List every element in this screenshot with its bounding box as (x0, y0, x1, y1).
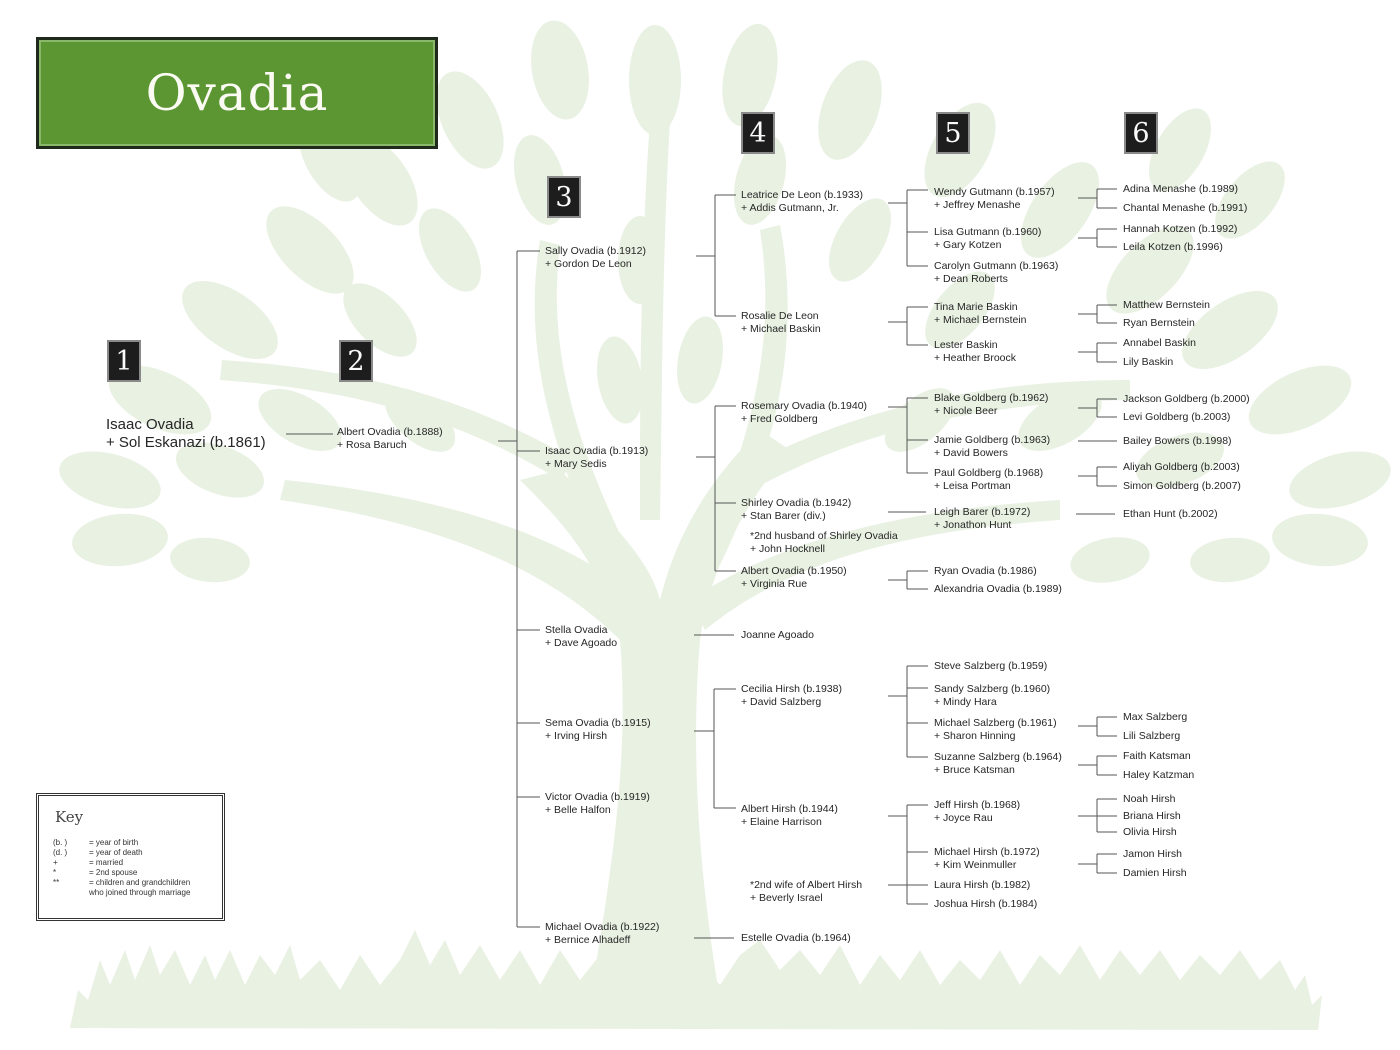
note-text: *2nd husband of Shirley Ovadia (750, 530, 898, 542)
person-node-gen6: Haley Katzman (1123, 769, 1195, 781)
legend-symbol: + (53, 858, 58, 867)
spouse-name: + Mary Sedis (545, 458, 607, 470)
spouse-name: + Virginia Rue (741, 578, 808, 590)
legend-title: Key (55, 808, 84, 826)
spouse-name: + Beverly Israel (750, 892, 823, 904)
spouse-name: + Elaine Harrison (741, 816, 822, 828)
generation-badge-3: 3 (547, 176, 581, 218)
person-name: Carolyn Gutmann (b.1963) (934, 260, 1059, 272)
second-spouse-note (750, 879, 862, 905)
person-node-gen6: Aliyah Goldberg (b.2003) (1123, 461, 1240, 473)
legend-symbol: * (53, 868, 57, 877)
person-name: Tina Marie Baskin (934, 301, 1018, 313)
person-node-gen5 (934, 467, 1043, 493)
family-title: Ovadia (145, 64, 329, 122)
spouse-name: + David Salzberg (741, 696, 822, 708)
person-node-gen4 (741, 497, 851, 523)
legend-row (53, 888, 208, 898)
person-node-gen4 (741, 683, 842, 709)
person-node-gen3 (545, 921, 659, 947)
person-name: Jamie Goldberg (b.1963) (934, 434, 1051, 446)
spouse-name: + Nicole Beer (934, 405, 998, 417)
person-name: Wendy Gutmann (b.1957) (934, 186, 1055, 198)
person-node-gen6: Lili Salzberg (1123, 730, 1181, 742)
person-node-gen6: Max Salzberg (1123, 711, 1188, 723)
person-node-gen4 (741, 310, 821, 336)
spouse-name: + Bernice Alhadeff (545, 934, 631, 946)
person-name: Stella Ovadia (545, 624, 608, 636)
legend-row (53, 868, 208, 878)
legend-row (53, 848, 208, 858)
person-name: Leigh Barer (b.1972) (934, 506, 1031, 518)
legend-symbol: (b. ) (53, 838, 68, 847)
person-name: Albert Ovadia (b.1888) (337, 426, 443, 438)
note-text: *2nd wife of Albert Hirsh (750, 879, 863, 891)
person-name: Laura Hirsh (b.1982) (934, 879, 1031, 891)
person-node-gen6: Damien Hirsh (1123, 867, 1187, 879)
spouse-name: + Irving Hirsh (545, 730, 608, 742)
spouse-name: + Leisa Portman (934, 480, 1011, 492)
person-node-gen6: Briana Hirsh (1123, 810, 1181, 822)
legend-description: = year of birth (89, 838, 139, 847)
legend-symbol (53, 888, 89, 898)
person-node-gen6: Matthew Bernstein (1123, 299, 1210, 311)
person-name: Jeff Hirsh (b.1968) (934, 799, 1021, 811)
person-name: Michael Salzberg (b.1961) (934, 717, 1057, 729)
generation-badge-1: 1 (107, 340, 141, 382)
person-name: Isaac Ovadia (b.1913) (545, 445, 649, 457)
spouse-name: + David Bowers (934, 447, 1008, 459)
person-node-gen5 (934, 683, 1050, 709)
legend-symbol: ** (53, 878, 60, 887)
generation-badge-4: 4 (741, 112, 775, 154)
person-node-gen5 (934, 392, 1048, 418)
generation-badge-5: 5 (936, 112, 970, 154)
person-name: Joshua Hirsh (b.1984) (934, 898, 1038, 910)
person-name: Paul Goldberg (b.1968) (934, 467, 1044, 479)
person-name: Blake Goldberg (b.1962) (934, 392, 1049, 404)
spouse-name: + Jonathon Hunt (934, 519, 1012, 531)
person-name: Lisa Gutmann (b.1960) (934, 226, 1042, 238)
person-node-gen5 (934, 583, 1062, 596)
spouse-name: + Fred Goldberg (741, 413, 818, 425)
person-name: Suzanne Salzberg (b.1964) (934, 751, 1062, 763)
person-node-gen6: Hannah Kotzen (b.1992) (1123, 223, 1238, 235)
spouse-name: + Michael Baskin (741, 323, 821, 335)
spouse-name: + Dean Roberts (934, 273, 1008, 285)
spouse-name: + Dave Agoado (545, 637, 618, 649)
person-node-gen6: Lily Baskin (1123, 356, 1174, 368)
legend-description: = 2nd spouse (89, 868, 138, 877)
spouse-name: + Heather Broock (934, 352, 1017, 364)
person-node-gen5 (934, 565, 1037, 578)
person-node-gen5 (934, 879, 1030, 892)
spouse-name: + Bruce Katsman (934, 764, 1015, 776)
person-node-gen4 (741, 189, 863, 215)
legend-description: who joined through marriage (89, 888, 191, 897)
person-node-gen5 (934, 898, 1037, 911)
legend-key (36, 793, 225, 921)
title-banner-inner (39, 40, 435, 146)
person-name: Leatrice De Leon (b.1933) (741, 189, 863, 201)
person-name: Sally Ovadia (b.1912) (545, 245, 646, 257)
legend-row (53, 858, 208, 868)
spouse-name: + Addis Gutmann, Jr. (741, 202, 839, 214)
person-node-gen6: Jamon Hirsh (1123, 848, 1182, 860)
person-node-gen5 (934, 799, 1020, 825)
spouse-name: + Joyce Rau (934, 812, 993, 824)
person-node-gen4 (741, 565, 847, 591)
person-name: Albert Ovadia (b.1950) (741, 565, 847, 577)
generation-badge-6: 6 (1124, 112, 1158, 154)
person-node-gen3 (545, 624, 617, 650)
person-node-gen6: Noah Hirsh (1123, 793, 1176, 805)
person-node-gen6: Ryan Bernstein (1123, 317, 1195, 329)
person-node-gen5 (934, 434, 1050, 460)
person-name: Victor Ovadia (b.1919) (545, 791, 650, 803)
person-node-gen4 (741, 400, 867, 426)
person-name: Rosemary Ovadia (b.1940) (741, 400, 868, 412)
person-node-gen3 (545, 791, 650, 817)
spouse-name: + John Hocknell (750, 543, 826, 555)
person-name: Cecilia Hirsh (b.1938) (741, 683, 842, 695)
spouse-name: + Jeffrey Menashe (934, 199, 1021, 211)
person-node-gen6: Leila Kotzen (b.1996) (1123, 241, 1223, 253)
legend-symbol: (d. ) (53, 848, 68, 857)
spouse-name: + Mindy Hara (934, 696, 997, 708)
person-node-gen4 (741, 932, 851, 945)
legend-description: = year of death (89, 848, 143, 857)
person-node-gen5 (934, 717, 1057, 743)
person-name: Sema Ovadia (b.1915) (545, 717, 651, 729)
person-node-gen3 (545, 245, 646, 271)
person-name: Sandy Salzberg (b.1960) (934, 683, 1051, 695)
person-name: Shirley Ovadia (b.1942) (741, 497, 852, 509)
person-node-gen6: Annabel Baskin (1123, 337, 1196, 349)
person-node-gen6: Adina Menashe (b.1989) (1123, 183, 1238, 195)
person-node-gen5 (934, 301, 1027, 327)
person-name: Estelle Ovadia (b.1964) (741, 932, 851, 944)
person-name: Rosalie De Leon (741, 310, 819, 322)
person-node-gen5 (934, 186, 1055, 212)
person-node-gen3 (545, 445, 648, 471)
legend-description: = married (89, 858, 124, 867)
family-title-banner (36, 37, 438, 149)
spouse-name: + Sharon Hinning (934, 730, 1016, 742)
person-node-gen3 (545, 717, 651, 743)
person-name: Steve Salzberg (b.1959) (934, 660, 1048, 672)
person-node-gen6: Faith Katsman (1123, 750, 1191, 762)
person-name: Ryan Ovadia (b.1986) (934, 565, 1037, 577)
legend-description: = children and grandchildren (89, 878, 191, 887)
spouse-name: + Gary Kotzen (934, 239, 1002, 251)
person-name: Alexandria Ovadia (b.1989) (934, 583, 1062, 595)
person-node-gen5 (934, 506, 1030, 532)
person-node-gen5 (934, 846, 1040, 872)
person-node-gen4 (741, 629, 814, 642)
person-name: Albert Hirsh (b.1944) (741, 803, 838, 815)
generation-badge-2: 2 (339, 340, 373, 382)
person-node-gen6: Bailey Bowers (b.1998) (1123, 435, 1232, 447)
person-node-gen5 (934, 226, 1041, 252)
person-node-gen5 (934, 260, 1058, 286)
second-spouse-note (750, 530, 898, 556)
spouse-name: + Sol Eskanazi (b.1861) (106, 434, 266, 451)
person-node-gen6: Chantal Menashe (b.1991) (1123, 202, 1248, 214)
legend-row (53, 878, 208, 888)
person-name: Michael Ovadia (b.1922) (545, 921, 660, 933)
spouse-name: + Kim Weinmuller (934, 859, 1017, 871)
person-name: Lester Baskin (934, 339, 998, 351)
person-node-gen4 (741, 803, 838, 829)
person-node-gen6: Levi Goldberg (b.2003) (1123, 411, 1231, 423)
person-node-gen5 (934, 660, 1047, 673)
person-name: Joanne Agoado (741, 629, 814, 641)
spouse-name: + Rosa Baruch (337, 439, 407, 451)
spouse-name: + Gordon De Leon (545, 258, 632, 270)
legend-row (53, 838, 208, 848)
spouse-name: + Michael Bernstein (934, 314, 1027, 326)
person-node-gen5 (934, 751, 1062, 777)
person-node-gen5 (934, 339, 1016, 365)
person-name: Isaac Ovadia (106, 416, 194, 433)
person-node-gen1 (106, 416, 266, 452)
spouse-name: + Belle Halfon (545, 804, 611, 816)
person-node-gen2 (337, 426, 443, 452)
person-node-gen6: Olivia Hirsh (1123, 826, 1177, 838)
person-node-gen6: Simon Goldberg (b.2007) (1123, 480, 1241, 492)
person-node-gen6: Jackson Goldberg (b.2000) (1123, 393, 1250, 405)
spouse-name: + Stan Barer (div.) (741, 510, 826, 522)
person-name: Michael Hirsh (b.1972) (934, 846, 1040, 858)
person-node-gen6: Ethan Hunt (b.2002) (1123, 508, 1218, 520)
